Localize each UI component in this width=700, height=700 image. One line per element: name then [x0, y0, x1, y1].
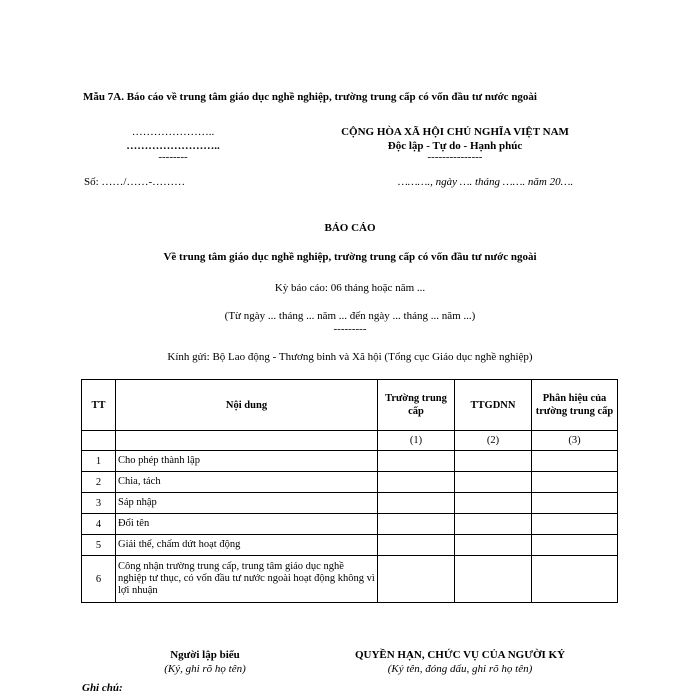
- row-content: Giải thể, chấm dứt hoạt động: [116, 535, 378, 556]
- signatory-block: [330, 648, 590, 676]
- table-row: [82, 514, 618, 535]
- value-cell: [532, 493, 618, 514]
- range-divider: ---------: [333, 323, 367, 335]
- table-row: [82, 493, 618, 514]
- national-motto: Độc lập - Tự do - Hạnh phúc: [387, 140, 523, 152]
- value-cell: [455, 472, 532, 493]
- table-row: [82, 556, 618, 603]
- header-branch: Phân hiệu của trường trung cấp: [532, 380, 618, 431]
- value-cell: [378, 451, 455, 472]
- report-subtitle: Về trung tâm giáo dục nghề nghiệp, trường trung cấp có vốn đầu tư nước ngoài: [163, 251, 537, 263]
- value-cell: [455, 535, 532, 556]
- report-date-range: (Từ ngày ... tháng ... năm ... đến ngày ... tháng ... năm ...): [224, 310, 476, 322]
- value-cell: [378, 493, 455, 514]
- issuing-agency-block: [103, 125, 243, 162]
- motto-divider: ---------------: [427, 151, 483, 163]
- header-content: Nội dung: [116, 380, 378, 431]
- preparer-signature-block: [140, 648, 270, 676]
- value-cell: [455, 451, 532, 472]
- row-number: 3: [82, 493, 116, 514]
- value-cell: [455, 556, 532, 603]
- value-cell: [532, 535, 618, 556]
- agency-line-1: …………………..: [131, 126, 215, 138]
- agency-line-2: ……………………..: [126, 140, 220, 152]
- signatory-title: QUYỀN HẠN, CHỨC VỤ CỦA NGƯỜI KÝ: [354, 649, 566, 661]
- value-cell: [455, 514, 532, 535]
- value-cell: [532, 514, 618, 535]
- header-intermediate-school: Trường trung cấp: [378, 380, 455, 431]
- agency-divider: --------: [158, 151, 188, 163]
- column-number-3: (3): [532, 431, 618, 451]
- column-number-row: [82, 431, 618, 451]
- table-row: [82, 535, 618, 556]
- preparer-title: Người lập biểu: [170, 649, 240, 661]
- signatory-note: (Ký tên, đóng dấu, ghi rõ họ tên): [387, 663, 533, 675]
- table-row: [82, 472, 618, 493]
- row-content: Sáp nhập: [116, 493, 378, 514]
- header-ttgdnn: TTGDNN: [455, 380, 532, 431]
- value-cell: [378, 535, 455, 556]
- value-cell: [378, 514, 455, 535]
- national-header-block: [290, 125, 620, 162]
- report-period: Kỳ báo cáo: 06 tháng hoặc năm ...: [274, 282, 426, 294]
- row-content: Chia, tách: [116, 472, 378, 493]
- row-content: Công nhận trường trung cấp, trung tâm giáo dục nghề nghiệp tư thục, có vốn đầu tư nước ngoài hoạt động không vì lợi nhuận: [116, 556, 378, 603]
- addressee: Kính gửi: Bộ Lao động - Thương binh và Xã hội (Tổng cục Giáo dục nghề nghiệp): [167, 351, 533, 363]
- row-number: 2: [82, 472, 116, 493]
- note-label: Ghi chú:: [82, 682, 123, 694]
- document-number: Số: ……/……-………: [84, 176, 186, 188]
- report-title: BÁO CÁO: [324, 222, 376, 234]
- table-row: [82, 451, 618, 472]
- row-number: 1: [82, 451, 116, 472]
- row-content: Đổi tên: [116, 514, 378, 535]
- nation-name: CỘNG HÒA XÃ HỘI CHỦ NGHĨA VIỆT NAM: [341, 126, 569, 138]
- row-content: Cho phép thành lập: [116, 451, 378, 472]
- header-tt: TT: [82, 380, 116, 431]
- value-cell: [532, 451, 618, 472]
- value-cell: [378, 556, 455, 603]
- row-number: 5: [82, 535, 116, 556]
- report-table: [81, 379, 618, 603]
- value-cell: [455, 493, 532, 514]
- value-cell: [532, 556, 618, 603]
- table-header-row: [82, 380, 618, 431]
- value-cell: [378, 472, 455, 493]
- row-number: 4: [82, 514, 116, 535]
- column-number-1: (1): [378, 431, 455, 451]
- value-cell: [532, 472, 618, 493]
- row-number: 6: [82, 556, 116, 603]
- column-number-2: (2): [455, 431, 532, 451]
- preparer-note: (Ký, ghi rõ họ tên): [164, 663, 246, 675]
- form-title: Mẫu 7A. Báo cáo về trung tâm giáo dục nghề nghiệp, trường trung cấp có vốn đầu tư nước ngoài: [83, 91, 537, 103]
- document-date: ………., ngày …. tháng ……. năm 20….: [398, 176, 574, 188]
